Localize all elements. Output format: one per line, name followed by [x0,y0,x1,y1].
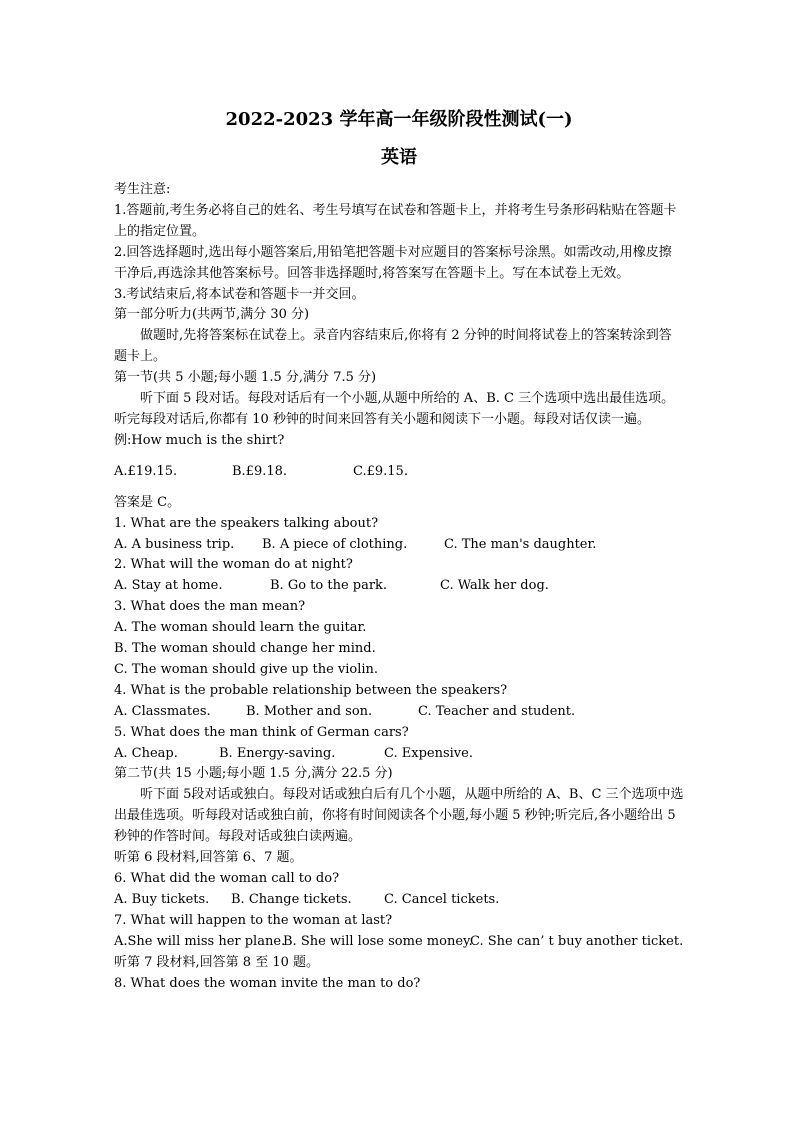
example-question: 例:How much is the shirt? [114,432,285,448]
question-2: 2. What will the woman do at night? [114,557,353,573]
option-c: C. Teacher and student. [418,703,576,719]
exam-title: 2022-2023 学年高一年级阶段性测试(一) [225,109,573,130]
section1-heading: 第一节(共 5 小题;每小题 1.5 分,满分 7.5 分) [114,370,377,386]
example-options [114,462,684,483]
option-c: C. The man's daughter. [444,536,597,552]
option-b: B. Energy-saving. [219,745,336,761]
question-3-option-c: C. The woman should give up the violin. [114,661,379,677]
question-4-options [114,702,684,723]
question-6: 6. What did the woman call to do? [114,871,340,886]
question-1: 1. What are the speakers talking about? [114,515,379,531]
question-3-option-b: B. The woman should change her mind. [114,641,376,657]
option-b: B. Change tickets. [231,891,352,907]
option-a: A.She will miss her plane. [114,933,286,949]
question-2-options [114,576,684,597]
option-a: A. Cheap. [114,745,178,761]
question-7-options [114,932,684,953]
option-b: B. A piece of clothing. [262,536,408,552]
option-a: A. Classmates. [114,703,211,719]
section2-heading: 第二节(共 15 小题;每小题 1.5 分,满分 22.5 分) [114,766,393,782]
example-answer: 答案是 C。 [114,494,181,510]
material-6-heading: 听第 6 段材料,回答第 6、7 题。 [114,850,303,866]
question-4: 4. What is the probable relationship between the speakers? [114,682,508,698]
option-b: B. She will lose some money. [283,933,473,949]
question-1-options [114,535,684,556]
option-a: A. Buy tickets. [114,891,210,907]
option-c: C. Cancel tickets. [384,891,500,907]
option-a: A. A business trip. [114,536,235,552]
question-5-options [114,744,684,765]
example-option-c: C.£9.15. [353,463,408,479]
option-b: B. Go to the park. [270,578,388,594]
option-a: A. Stay at home. [114,578,223,594]
part1-heading: 第一部分听力(共两节,满分 30 分) [114,307,310,323]
question-7: 7. What will happen to the woman at last? [114,912,393,928]
material-7-heading: 听第 7 段材料,回答第 8 至 10 题。 [114,954,320,970]
question-5: 5. What does the man think of German cars? [114,724,409,740]
section1-instructions: 听下面 5 段对话。每段对话后有一个小题,从题中所给的 A、B. C 三个选项中选出最佳选项。听完每段对话后,你都有 10 秒钟的时间来回答有关小题和阅读下一小题。每段对话仅读一遍。 [114,391,675,427]
option-b: B. Mother and son. [246,703,373,719]
question-8: 8. What does the woman invite the man to do? [114,975,421,991]
example-option-a: A.£19.15. [114,463,178,479]
option-c: C. Expensive. [384,745,473,761]
option-c: C. She can’ t buy another ticket. [470,933,684,949]
question-3-option-a: A. The woman should learn the guitar. [114,620,367,636]
part1-instructions: 做题时,先将答案标在试卷上。录音内容结束后,你将有 2 分钟的时间将试卷上的答案转涂到答题卡上。 [114,328,672,365]
option-c: C. Walk her dog. [440,578,549,594]
section2-instructions: 听下面 5段对话或独白。每段对话或独白后有几个小题，从题中所给的 A、B、C 三个选项中选出最佳选项。听每段对话或独白前，你将有时间阅读各个小题,每小题 5 秒钟;听完后,各小题给出 5 秒钟的作答时间。每段对话或独白读两遍。 [114,787,684,845]
notice-item-3: 3.考试结束后,将本试卷和答题卡一并交回。 [114,286,365,302]
exam-page [114,106,684,994]
question-6-options [114,890,684,911]
example-option-b: B.£9.18. [232,463,288,479]
question-3: 3. What does the man mean? [114,599,306,615]
notice-item-1: 1.答题前,考生务必将自己的姓名、考生号填写在试卷和答题卡上，并将考生号条形码粘贴在答题卡上的指定位置。 [114,202,677,239]
notice-heading: 考生注意: [114,182,171,197]
notice-item-2: 2.回答选择题时,选出每小题答案后,用铅笔把答题卡对应题目的答案标号涂黑。如需改动,用橡皮擦干净后,再选涂其他答案标号。回答非选择题时,将答案写在答题卡上。写在本试卷上无效。 [114,244,672,281]
subject-title: 英语 [381,147,417,168]
